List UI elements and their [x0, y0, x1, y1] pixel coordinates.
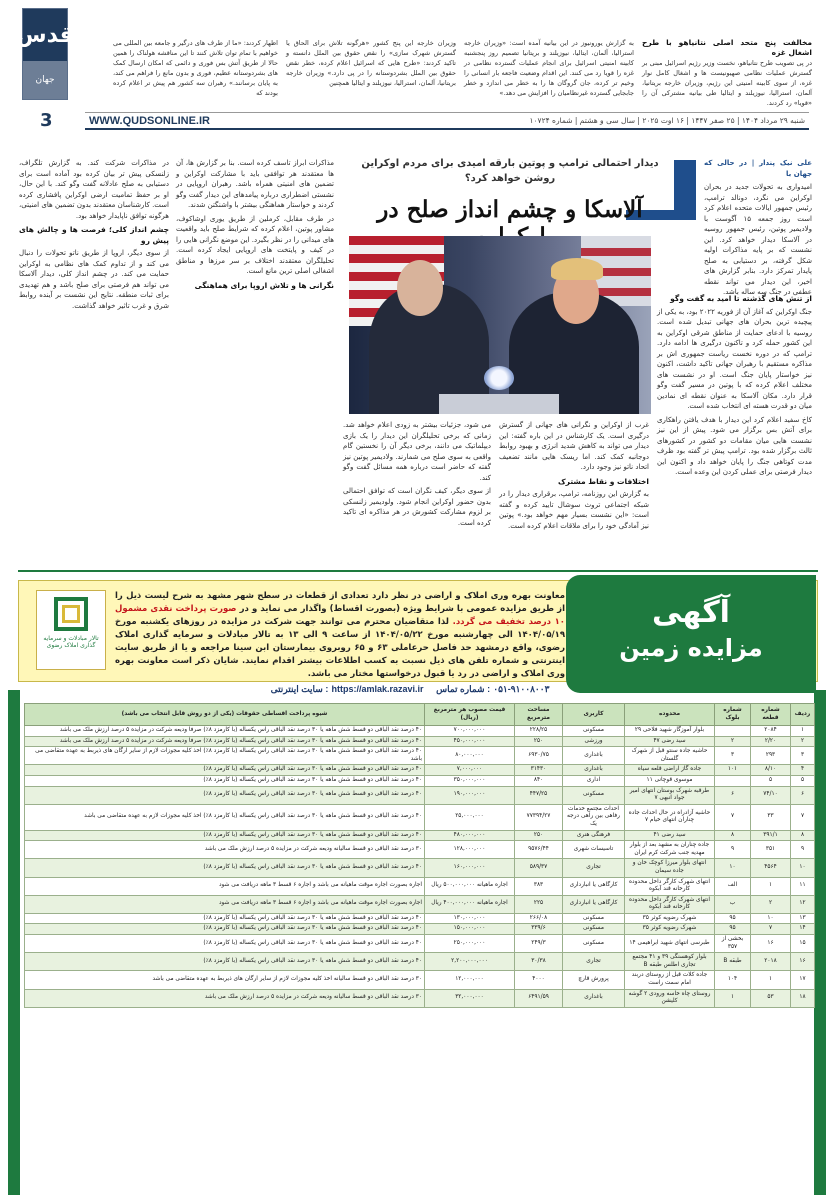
- table-row: [25, 747, 815, 765]
- table-cell: اداری: [563, 775, 625, 786]
- table-cell: ۶۹۳۰/۷۵: [515, 747, 563, 765]
- paragraph: از سوی دیگر، اروپا از طریق ناتو تحولات را دنبال می کند و از تداوم کمک های نظامی به اوکراین حمایت می کند. در چشم انداز کلی، دیدار آلاسکا می تواند هم فرصتی برای صلح باشد و هم تهدیدی برای ثبات منطقه. نتایج این نشست بر آینده روابط شرق و غرب تاثیر خواهد گذاشت.: [19, 249, 169, 310]
- table-cell: مسکونی: [563, 786, 625, 804]
- table-cell: ۴۸۰,۰۰۰,۰۰۰: [425, 830, 515, 841]
- table-cell: شهرک رضویه کوثر ۳۵: [625, 924, 715, 935]
- table-cell: جاده چناران به مشهد بعد از بلوار مهدیه جنب شرکت کرم ایران: [625, 841, 715, 859]
- ad-title-panel: [566, 575, 816, 693]
- article-column-3: [343, 420, 491, 560]
- article-column-1: [657, 290, 812, 560]
- table-cell: [715, 775, 751, 786]
- table-row: [25, 736, 815, 747]
- table-row: [25, 765, 815, 776]
- table-cell: ۳۲,۰۰۰,۰۰۰: [425, 989, 515, 1007]
- table-cell: ۴۰ درصد نقد الباقی دو قسط شش ماهه یا ۳۰ درصد نقد الباقی راس یکساله (با کارمزد ۸٪): [25, 859, 425, 877]
- table-cell: ۳۸۳: [515, 877, 563, 895]
- table-cell: ۷۴/۱۰: [751, 786, 791, 804]
- table-row: [25, 953, 815, 971]
- table-cell: ۶۴۹۱/۵۹: [515, 989, 563, 1007]
- table-cell: ۲۵,۰۰۰,۰۰۰: [425, 804, 515, 830]
- table-cell: ۳۵۰,۰۰۰,۰۰۰: [425, 775, 515, 786]
- table-cell: ۳۰ درصد نقد الباقی دو قسط سالیانه ودیعه شرکت در مزایده ۵ درصد ارزش ملک می باشد: [25, 989, 425, 1007]
- table-cell: ۲۶۶/۰۸: [515, 913, 563, 924]
- table-cell: انتهای بلوار میرزا کوچک خان و جاده سیمان: [625, 859, 715, 877]
- table-cell: ۱۴: [791, 924, 815, 935]
- table-cell: ۵۸۹/۳۷: [515, 859, 563, 877]
- table-cell: ۱۳: [791, 913, 815, 924]
- table-cell: ۵: [791, 775, 815, 786]
- table-cell: ۲: [791, 736, 815, 747]
- table-cell: باغداری: [563, 765, 625, 776]
- table-cell: ۳۹۱/۱: [751, 830, 791, 841]
- table-cell: بخشی از ۳۵۷: [715, 935, 751, 953]
- table-cell: انتهای شهرک کارگر داخل محدوده کارخانه قند آبکوه: [625, 877, 715, 895]
- table-header-cell: شماره قطعه: [751, 704, 791, 726]
- table-cell: ۹۵: [715, 924, 751, 935]
- ad-body: [115, 590, 565, 681]
- subhead: نگرانی ها و تلاش اروپا برای هماهنگی: [194, 280, 334, 290]
- table-header-cell: ردیف: [791, 704, 815, 726]
- table-cell: ۴۰ درصد نقد الباقی دو قسط شش ماهه یا ۳۰ درصد نقد الباقی راس یکساله (با کارمزد ۸٪): [25, 775, 425, 786]
- table-cell: ۱۳۰,۰۰۰,۰۰۰: [425, 913, 515, 924]
- table-cell: ۱۰: [751, 913, 791, 924]
- table-cell: ۱۸: [791, 989, 815, 1007]
- table-cell: الف: [715, 877, 751, 895]
- top-column-text: در پی تصویب طرح نتانیاهو، نخست وزیر رژیم اسرائیل مبنی بر گسترش عملیات نظامی صهیونیست ها و اشغال کامل نوار غزه، از سوی کابینه امنیتی این رژیم، وزیران خارجه بریتانیا، آلمان، استرالیا، نیوزیلند و ایتالیا طی بیانیه مشترکی آن را «قویا» رد کردند.: [642, 59, 812, 107]
- table-cell: اجاره بصورت اجاره موقت ماهیانه می باشد و اجاره ۶ قسط ۳ ماهه دریافت می شود: [25, 877, 425, 895]
- table-cell: ۴۰ درصد نقد الباقی دو قسط شش ماهه یا ۳۰ درصد نقد الباقی راس یکساله (با کارمزد ۸٪): [25, 830, 425, 841]
- table-cell: ۴۰ درصد نقد الباقی دو قسط شش ماهه یا ۳۰ درصد نقد الباقی راس یکساله (با کارمزد ۸٪) صرفا ودیعه شرکت در مزایده ۵ درصد ارزش ملک می باشد: [25, 736, 425, 747]
- table-cell: بلوار آموزگار شهید فلاحی ۲۹: [625, 726, 715, 737]
- table-cell: ۸/۱۰: [751, 765, 791, 776]
- table-cell: ۴۰ درصد نقد الباقی دو قسط شش ماهه یا ۳۰ درصد نقد الباقی راس یکساله (با کارمزد ۸٪) اخذ کلیه مجوزات لازم از سایر ارگان های ذیربط به عهده متقاضی می باشد: [25, 747, 425, 765]
- table-header-cell: شماره بلوک: [715, 704, 751, 726]
- table-cell: باغداری: [563, 989, 625, 1007]
- table-cell: مسکونی: [563, 935, 625, 953]
- paragraph: در طرف مقابل، کرملین از طریق یوری اوشاکوف، مشاور پوتین، اعلام کرده که شرایط صلح باید واقعیت های میدانی را در نظر بگیرد. این موضع نگرانی هایی را در کیف و پایتخت های اروپایی ایجاد کرده است. تحلیلگران معتقدند اختلاف بر سر مرزها و مناطق اشغالی اصلی ترین مانع است.: [176, 214, 334, 275]
- table-cell: ۴۵۰,۰۰۰,۰۰۰: [425, 736, 515, 747]
- table-cell: ۲,۲۰۰,۰۰۰,۰۰۰: [425, 953, 515, 971]
- table-cell: جاده کلات قبل از روستای دربند امام سمت راست: [625, 971, 715, 989]
- table-cell: ۹۵۷۶/۴۴: [515, 841, 563, 859]
- table-cell: باغداری: [563, 747, 625, 765]
- table-cell: ۱: [715, 989, 751, 1007]
- ad-highlight: صورت پرداخت نقدی مشمول ۱۰ درصد تخفیف می گردد.: [115, 604, 565, 627]
- table-cell: طرقبه شهرک بوستان انتهای امیر جواد انبهی ۷: [625, 786, 715, 804]
- article-author: علی نیک پندار | در حالی که جهان با: [704, 159, 812, 178]
- table-cell: ۵۳: [751, 989, 791, 1007]
- table-cell: ۴۰ درصد نقد الباقی دو قسط شش ماهه یا ۳۰ درصد نقد الباقی راس یکساله (با کارمزد ۸٪): [25, 924, 425, 935]
- top-column-2: [464, 38, 634, 98]
- table-cell: ۸: [715, 830, 751, 841]
- table-cell: حاشیه آزادراه در حال احداث جاده چناران انتهای خیام ۷: [625, 804, 715, 830]
- table-cell: ۳: [791, 747, 815, 765]
- table-cell: تجاری: [563, 859, 625, 877]
- paragraph: در مذاکرات شرکت کند. به گزارش تلگراف، زلنسکی پیش تر بیان کرده بود آماده است برای دستیابی به صلح عادلانه گفت وگو کند. با این حال، او بر حفظ تمامیت ارضی اوکراین پافشاری کرده است. کارشناسان معتقدند بدون تضمین های امنیتی، هرگونه توافق ناپایدار خواهد بود.: [19, 159, 169, 220]
- paragraph: از سوی دیگر، کیف نگران است که توافق احتمالی بدون حضور اوکراین انجام شود. ولودیمیر زلنسکی بر لزوم مشارکت کشورش در هر مذاکره ای تاکید کرده است.: [343, 487, 491, 527]
- table-cell: ۲: [751, 895, 791, 913]
- table-header-row: [25, 704, 815, 726]
- table-cell: ۲۹۳: [751, 747, 791, 765]
- table-cell: ۳۰ درصد نقد الباقی دو قسط سالیانه ودیعه شرکت در مزایده ۵ درصد ارزش ملک می باشد: [25, 841, 425, 859]
- top-column-4: [113, 38, 278, 98]
- table-cell: ۴۵۶۴: [751, 859, 791, 877]
- ad-contact-bar: [140, 684, 680, 702]
- table-cell: ۸۴۰: [515, 775, 563, 786]
- table-row: [25, 726, 815, 737]
- subhead: از تنش های گذشته تا امید به گفت وگو: [670, 294, 812, 303]
- table-cell: ۱۲,۰۰۰,۰۰۰: [425, 971, 515, 989]
- table-cell: ۲۵۰,۰۰۰,۰۰۰: [425, 935, 515, 953]
- table-cell: ۲۲۵: [515, 895, 563, 913]
- table-cell: فرهنگی هنری: [563, 830, 625, 841]
- site-label: سایت اینترنتی :: [270, 684, 329, 694]
- paragraph: مذاکرات ابراز تاسف کرده است. بنا بر گزارش ها، آن ها معتقدند هر توافقی باید با مشارکت اوکراین و تضمین های امنیتی همراه باشد. رهبران اروپایی در نشستی اضطراری درباره پیامدهای این دیدار گفت وگو کردند و خواستار هماهنگی بیشتر با واشنگتن شدند.: [176, 159, 334, 209]
- table-header-cell: مساحت مترمربع: [515, 704, 563, 726]
- article-kicker: دیدار احتمالی ترامپ و پوتین بارقه امیدی برای مردم اوکراین روشن خواهد کرد؟: [361, 158, 659, 184]
- table-cell: ۱۰۴: [715, 971, 751, 989]
- table-cell: ۴۴۷/۲۵: [515, 786, 563, 804]
- table-row: [25, 924, 815, 935]
- table-cell: ۶: [715, 786, 751, 804]
- table-body: [25, 726, 815, 1008]
- table-row: [25, 786, 815, 804]
- paragraph: می شود، جزئیات بیشتر به زودی اعلام خواهد شد. زمانی که برخی تحلیلگران این دیدار را یک بازی دیپلماتیک می دانند، برخی دیگر آن را نخستین گام واقعی به سوی صلح می شمارند. ولادیمیر پوتین نیز گفته که حاضر است درباره همه مسائل گفت وگو کند.: [343, 421, 491, 482]
- table-cell: ۲: [715, 736, 751, 747]
- table-cell: پرورش قارچ: [563, 971, 625, 989]
- table-cell: موسوی قوچانی ۱۱: [625, 775, 715, 786]
- table-header-cell: کاربری: [563, 704, 625, 726]
- table-cell: [715, 726, 751, 737]
- ad-body-text: لذا متقاضیان محترم می توانند جهت شرکت در مزایده در روزهای یکشنبه مورخ ۱۴۰۴/۰۵/۱۹ الی چهارشنبه مورخ ۱۴۰۴/۰۵/۲۲ از ساعت ۹ الی ۱۳ به تالار مبادلات و سرمایه گذاری املاک رضوی، واقع درمشهد حد فاصل حرعاملی ۶۳ و ۶۵ روبروی بیمارستان ابن سینا مراجعه و یا از طریق سایت اینترنتی و شماره تلفن های ذیل نسبت به کسب اطلاعات بیشتر اقدام نمایند. شایان ذکر است معاونت بهره وری املاک و اراضی در رد یا قبول درخواستها مختار می باشد.: [115, 617, 566, 679]
- logo-text: قدس: [23, 9, 67, 61]
- side-border: [814, 690, 826, 1195]
- table-cell: ۲/۲۰: [751, 736, 791, 747]
- side-border: [8, 690, 20, 1195]
- table-cell: ۲۰۸۴: [751, 726, 791, 737]
- top-column-title: مخالفت پنج متحد اصلی نتانیاهو با طرح اشغال غزه: [642, 38, 812, 57]
- table-cell: ۹۵: [715, 913, 751, 924]
- auction-table: [24, 703, 815, 1008]
- table-cell: حاشیه جاده سنتو قبل از شهرک گلستان: [625, 747, 715, 765]
- table-cell: ۷,۰۰۰,۰۰۰: [425, 765, 515, 776]
- table-cell: ۱۰: [791, 859, 815, 877]
- table-cell: ۱۲۸,۰۰۰,۰۰۰: [425, 841, 515, 859]
- table-cell: ۷۰۰,۰۰۰,۰۰۰: [425, 726, 515, 737]
- table-cell: ۲۰۱۸: [751, 953, 791, 971]
- paragraph: جنگ اوکراین که آغاز آن از فوریه ۲۰۲۲ بود، به یکی از پیچیده ترین بحران های جهانی تبدیل شده است. روسیه با ادعای حمایت از مناطق شرقی اوکراین به این کشور حمله کرد و تاکنون درگیری ها ادامه دارد. ترامپ که در دوره نخست ریاست جمهوری اش بر مذاکره مستقیم با رهبران جهانی تاکید داشت، اکنون نیز خواستار پایان جنگ است. او در نشست های مختلف اعلام کرده که با پوتین در مسیر گفت وگو قرار دارد. مکان آلاسکا به عنوان نقطه ای نمادین میان دو قدرت هسته ای انتخاب شده است.: [657, 307, 812, 410]
- table-cell: مسکونی: [563, 726, 625, 737]
- table-cell: ۱۰۱: [715, 765, 751, 776]
- site-url[interactable]: https://amlak.razavi.ir: [331, 684, 424, 694]
- table-cell: ۱۷: [791, 971, 815, 989]
- table-cell: اجاره ماهیانه ۴۰۰,۰۰۰,۰۰۰ ریال: [425, 895, 515, 913]
- table-cell: ب: [715, 895, 751, 913]
- article-column-4: [176, 158, 334, 560]
- table-cell: مسکونی: [563, 913, 625, 924]
- table-cell: ۷: [751, 924, 791, 935]
- table-cell: تجاری: [563, 953, 625, 971]
- table-cell: ۵: [751, 775, 791, 786]
- table-cell: شهرک رضویه کوثر ۳۵: [625, 913, 715, 924]
- table-cell: ۱۶: [751, 935, 791, 953]
- table-row: [25, 775, 815, 786]
- newspaper-logo[interactable]: [16, 8, 74, 100]
- table-cell: ۴۰ درصد نقد الباقی دو قسط شش ماهه یا ۳۰ درصد نقد الباقی راس یکساله (با کارمزد ۸٪): [25, 765, 425, 776]
- top-column-text: اظهار کردند: «ما از طرف های درگیر و جامعه بین المللی می خواهیم با تمام توان تلاش کنند تا این مناقشه هولناک را همین حالا از طریق آتش بس فوری و دائمی که امکان ارسال کمک های بشردوستانه عظیم، فوری و بدون مانع را فراهم می کند، به پایان برسانند.» رهبران سه کشور هم پیش تر اعلام کرده بودند که: [113, 39, 278, 97]
- top-column-3: [286, 38, 456, 98]
- table-header-cell: محدوده: [625, 704, 715, 726]
- table-cell: ۳۰ درصد نقد الباقی دو قسط سالیانه اخذ کلیه مجوزات لازم از سایر ارگان های ذیربط به عهده متقاضی می باشد: [25, 971, 425, 989]
- table-row: [25, 935, 815, 953]
- table-cell: کارگاهی یا انبارداری: [563, 895, 625, 913]
- table-cell: ۲۵۰: [515, 830, 563, 841]
- table-cell: ۳۵۱: [751, 841, 791, 859]
- table-row: [25, 841, 815, 859]
- article-column-5: [19, 158, 169, 560]
- table-row: [25, 989, 815, 1007]
- table-cell: ۱۶: [791, 953, 815, 971]
- table-cell: ۴۰۰۰: [515, 971, 563, 989]
- table-header-cell: شیوه پرداخت اقساطی حقوقات (یکی از دو روش قابل انتخاب می باشد): [25, 704, 425, 726]
- table-cell: ۹: [791, 841, 815, 859]
- table-cell: ۱۶۰,۰۰۰,۰۰۰: [425, 859, 515, 877]
- website-link[interactable]: WWW.QUDSONLINE.IR: [89, 114, 210, 127]
- article-lead-text: امیدواری به تحولات جدید در بحران اوکراین می نگرد، دونالد ترامپ، رئیس جمهور ایالات متحده اعلام کرد است روز جمعه ۱۵ آگوست با ولادیمیر پوتین، رئیس جمهور روسیه در آلاسکا دیدار خواهد کرد. این نشست که بر پایه مذاکرات اولیه شکل گرفته، بر دستیابی به صلح پایدار تمرکز دارد. بنابر گزارش های اخیر، این دیدار می تواند نقطه عطفی در جنگ سه ساله باشد.: [704, 183, 812, 296]
- top-column-text: به گزارش یورونیوز در این بیانیه آمده است: «وزیران خارجه استرالیا، آلمان، ایتالیا، نیوزیلند و بریتانیا تصمیم روز پنجشنبه کابینه امنیتی اسرائیل برای انجام عملیات گسترده نظامی در غزه را قویا رد می کنند. این اقدام وضعیت فاجعه بار انسانی را وخیم تر کرده، جان گروگان ها را به خطر می اندازد و خطر جابجایی گسترده غیرنظامیان را افزایش می دهد.»: [464, 39, 634, 97]
- article-lead: [704, 158, 812, 296]
- phone-number[interactable]: ۰۵۱-۹۱۰۰۸۰۰۳: [493, 684, 550, 694]
- table-cell: ۳۱۴۳۰: [515, 765, 563, 776]
- page-number: 3: [40, 110, 53, 131]
- ad-logo: [36, 590, 106, 670]
- issue-date: شنبه ۲۹ مرداد ۱۴۰۴ | ۲۵ صفر ۱۴۴۷ | ۱۶ اوت ۲۰۲۵ | سال سی و هشتم | شماره ۱۰۷۲۴: [529, 116, 805, 125]
- table-cell: ۲۲۸/۲۵: [515, 726, 563, 737]
- table-cell: ۱۱: [791, 877, 815, 895]
- table-cell: تاسیسات شهری: [563, 841, 625, 859]
- table-cell: ۱: [791, 726, 815, 737]
- table-cell: ۸: [791, 830, 815, 841]
- table-cell: بلوار کوهسنگی ۳۹ و ۴۱ مجتمع تجاری اطلس طبقه B: [625, 953, 715, 971]
- phone-label: شماره تماس :: [436, 684, 491, 694]
- table-cell: ۲۵۰: [515, 736, 563, 747]
- table-cell: ۳۰/۳۸: [515, 953, 563, 971]
- table-cell: ۳۳۹/۶: [515, 924, 563, 935]
- table-cell: ۴۰ درصد نقد الباقی دو قسط شش ماهه یا ۳۰ درصد نقد الباقی راس یکساله (با کارمزد ۸٪): [25, 935, 425, 953]
- table-cell: ۴۰ درصد نقد الباقی دو قسط شش ماهه یا ۳۰ درصد نقد الباقی راس یکساله (با کارمزد ۸٪): [25, 913, 425, 924]
- table-cell: ۶: [791, 786, 815, 804]
- table-cell: مسکونی: [563, 924, 625, 935]
- table-cell: ورزشی: [563, 736, 625, 747]
- table-cell: ۳: [715, 747, 751, 765]
- person-hair: [551, 258, 603, 280]
- table-cell: طبقه B: [715, 953, 751, 971]
- table-cell: ۷: [715, 804, 751, 830]
- table-row: [25, 804, 815, 830]
- table-cell: ۱: [751, 971, 791, 989]
- table-row: [25, 971, 815, 989]
- table-header-cell: قیمت مصوب هر مترمربع (ریال): [425, 704, 515, 726]
- table-cell: ۱۲: [791, 895, 815, 913]
- table-cell: انتهای شهرک کارگر داخل محدوده کارخانه قند آبکوه: [625, 895, 715, 913]
- table-cell: ۷۷۳۹۴/۲۷: [515, 804, 563, 830]
- table-cell: اجاره ماهیانه ۵۰۰,۰۰۰,۰۰۰ ریال: [425, 877, 515, 895]
- table-cell: ۲۴۹/۳: [515, 935, 563, 953]
- table-cell: ۹: [715, 841, 751, 859]
- article-photo: [349, 236, 651, 414]
- table-cell: ۴۰ درصد نقد الباقی دو قسط شش ماهه یا ۳۰ درصد نقد الباقی راس یکساله (با کارمزد ۸٪) اخذ کلیه مجوزات لازم به عهده متقاضی می باشد: [25, 804, 425, 830]
- ad-body-text: معاونت بهره وری املاک و اراضی در نظر دارد تعدادی از قطعات در سطح شهر مشهد به شرح لیست ذیل را از طریق مزایده عمومی با شرایط ویژه (بصورت اقساط) واگذار می نماید و در: [115, 591, 565, 614]
- table-cell: ۴۰ درصد نقد الباقی دو قسط شش ماهه یا ۳۰ درصد نقد الباقی راس یکساله (با کارمزد ۸٪) صرفا ودیعه شرکت در مزایده ۵ درصد ارزش ملک می باشد: [25, 726, 425, 737]
- table-row: [25, 859, 815, 877]
- table-cell: طبرسی انتهای شهید ابراهیمی ۱۴: [625, 935, 715, 953]
- ad-title: آگهی: [652, 595, 730, 630]
- table-row: [25, 895, 815, 913]
- paragraph: غرب از اوکراین و نگرانی های جهانی از گسترش درگیری است. یک کارشناس در این باره گفته: این دیدار می تواند به کاهش شدید انرژی و بهبود روابط دوجانبه کمک کند. اما ریسک هایی مانند تضعیف اتحاد ناتو نیز وجود دارد.: [499, 421, 649, 471]
- divider: [18, 570, 818, 572]
- table-cell: روستای چاه خاسه ورودی ۲ گوشه کلیشن: [625, 989, 715, 1007]
- table-cell: ۴۰ درصد نقد الباقی دو قسط شش ماهه یا ۳۰ درصد نقد الباقی راس یکساله (با کارمزد ۸٪): [25, 953, 425, 971]
- table-cell: ۷: [791, 804, 815, 830]
- table-cell: ۱: [751, 877, 791, 895]
- table-cell: ۴۰ درصد نقد الباقی دو قسط شش ماهه یا ۳۰ درصد نقد الباقی راس یکساله (با کارمزد ۸٪): [25, 786, 425, 804]
- person-head: [397, 260, 443, 316]
- subhead: چشم انداز کلی؛ فرصت ها و چالش های پیش رو: [19, 225, 169, 245]
- article-headline: آلاسکا و چشم انداز صلح در: [377, 196, 643, 223]
- paragraph: کاخ سفید اعلام کرد این دیدار با هدف یافتن راهکاری برای آتش بس برگزار می شود. پیش از این نیز نشست هایی میان مقامات دو کشور در کشورهای ثالث برگزار شده بود. ترامپ پیش تر گفته بود ظرف مدت کوتاهی جنگ را پایان خواهد داد و اکنون این دیدار فرصتی برای عملی کردن این وعده است.: [657, 415, 812, 476]
- article-column-2: [499, 420, 649, 560]
- flower-graphic: [484, 366, 514, 390]
- table-row: [25, 877, 815, 895]
- table-cell: سید رضی ۴۷: [625, 736, 715, 747]
- section-label: جهان: [23, 61, 67, 99]
- top-column-text: وزیران خارجه این پنج کشور «هرگونه تلاش برای الحاق یا گسترش شهرک سازی» را نقض حقوق بین الملل دانسته و تاکید کردند: «طرح هایی که اسرائیل اعلام کرده، خطر نقض حقوق بین الملل بشردوستانه را در پی دارد.» وزیران خارجه بریتانیا، آلمان، استرالیا، نیوزیلند و ایتالیا همچنین: [286, 39, 456, 87]
- table-cell: ۱۵: [791, 935, 815, 953]
- paragraph: به گزارش این روزنامه، ترامپ، برقراری دیدار را در شبکه اجتماعی تروث سوشال تایید کرده و گفته است: «این نشست بسیار مهم خواهد بود.» پوتین نیز آمادگی خود را برای ملاقات اعلام کرده است.: [499, 490, 649, 530]
- table-cell: ۳۳: [751, 804, 791, 830]
- dateline: [85, 112, 809, 130]
- ad-logo-text: تالار مبادلات و سرمایه گذاری املاک رضوی: [43, 635, 99, 649]
- table-cell: اجاره بصورت اجاره موقت ماهیانه می باشد و اجاره ۶ قسط ۳ ماهه دریافت می شود: [25, 895, 425, 913]
- ad-subtitle: مزایده زمین: [619, 634, 763, 662]
- table-row: [25, 830, 815, 841]
- masthead: [0, 0, 834, 135]
- table-cell: ۴: [791, 765, 815, 776]
- table-cell: احداث مجتمع خدمات رفاهی بین راهی درجه یک: [563, 804, 625, 830]
- table-cell: جاده گاز اراضی قلعه سیاه: [625, 765, 715, 776]
- table-cell: سید رضی ۴۱: [625, 830, 715, 841]
- table-cell: ۱۵۰,۰۰۰,۰۰۰: [425, 924, 515, 935]
- table-cell: ۸۰,۰۰۰,۰۰۰: [425, 747, 515, 765]
- table-cell: ۱۹۰,۰۰۰,۰۰۰: [425, 786, 515, 804]
- table-graphic: [439, 394, 559, 414]
- emblem-icon: [54, 597, 88, 631]
- table-row: [25, 913, 815, 924]
- subhead: اختلافات و نقاط مشترک: [558, 476, 649, 486]
- table-cell: ۱۰: [715, 859, 751, 877]
- table-cell: کارگاهی یا انبارداری: [563, 877, 625, 895]
- top-column-1: [642, 38, 812, 107]
